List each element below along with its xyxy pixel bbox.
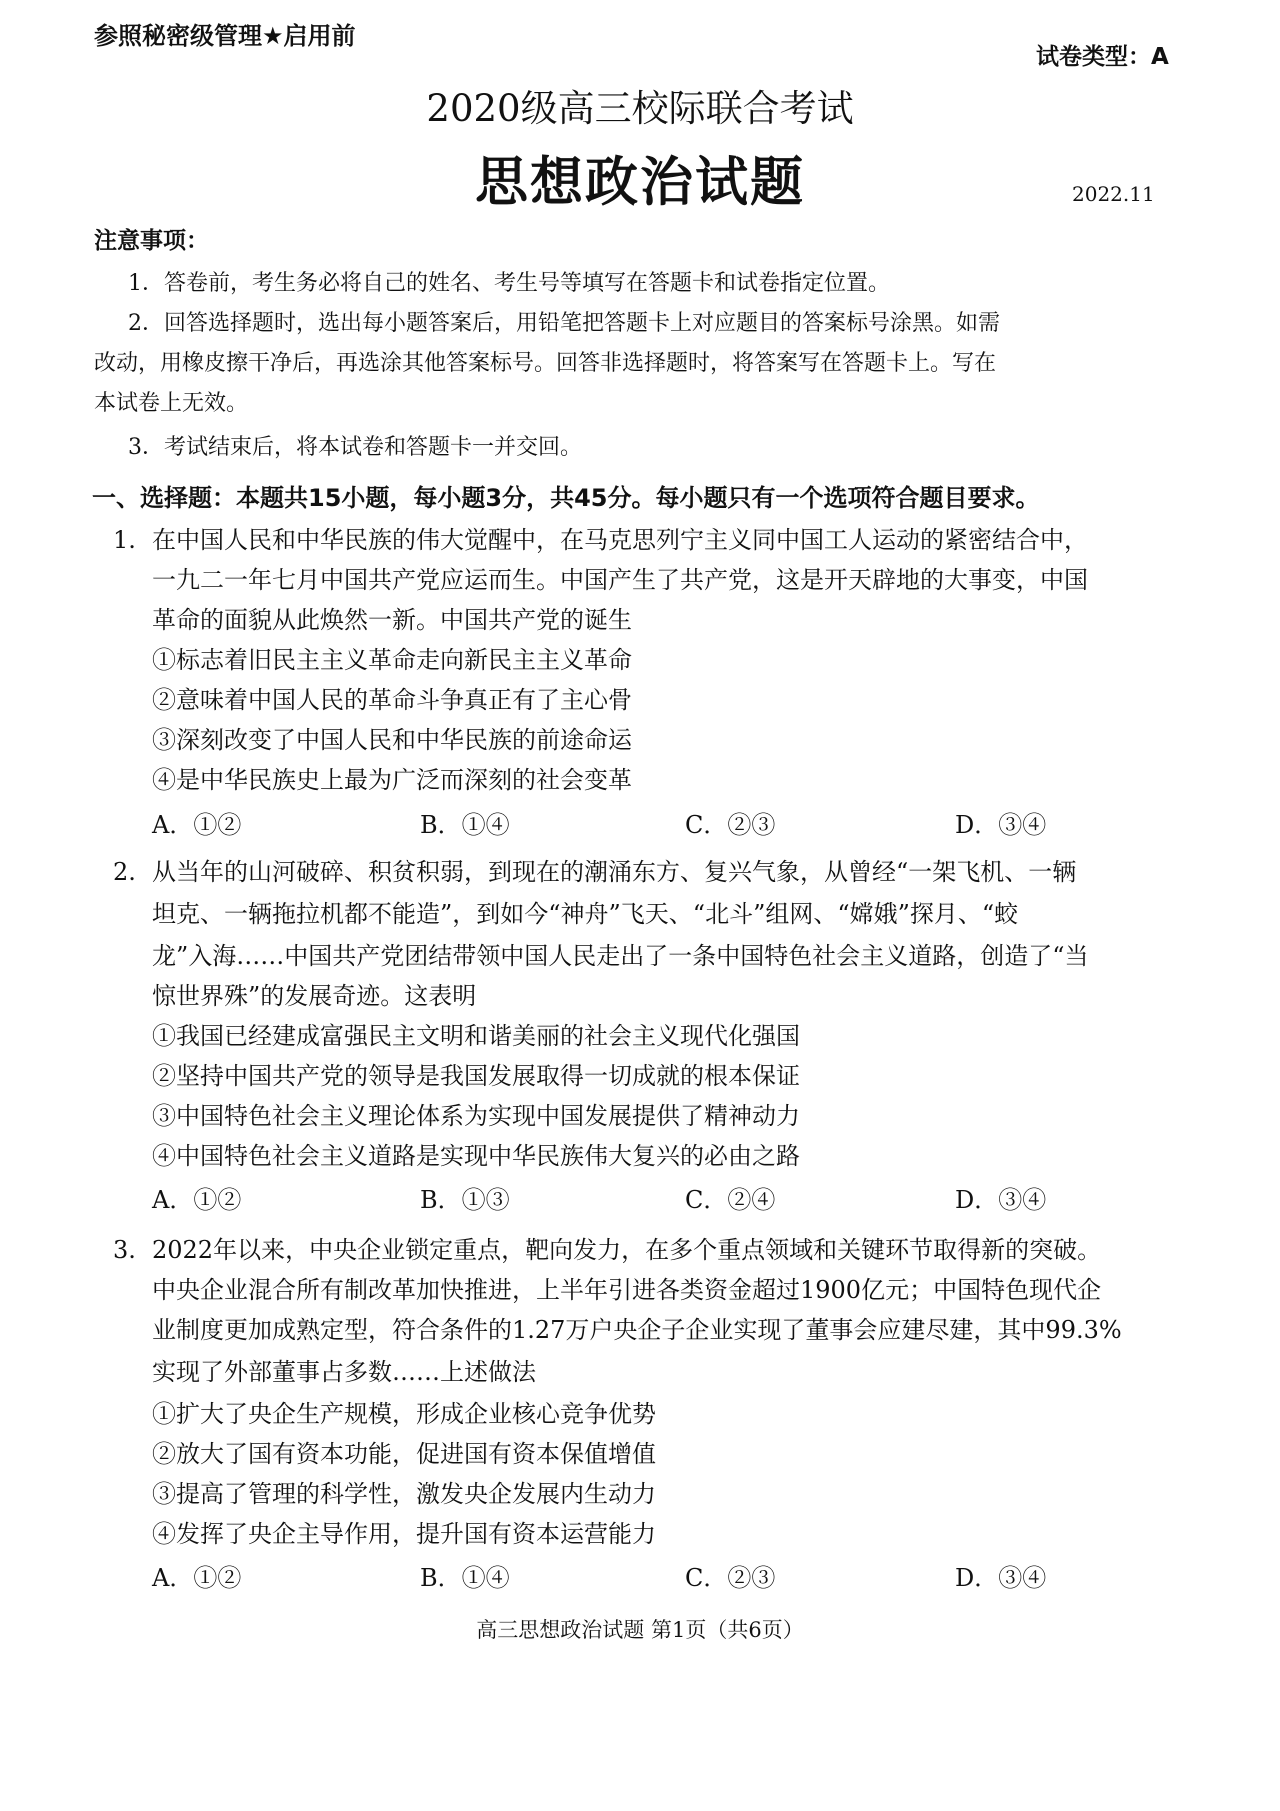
- question-3-stem-line: 业制度更加成熟定型，符合条件的1.27万户央企子企业实现了董事会应建尽建，其中99.3%: [152, 1316, 1122, 1344]
- question-2-item: ④中国特色社会主义道路是实现中华民族伟大复兴的必由之路: [152, 1142, 800, 1170]
- exam-date: 2022.11: [1072, 182, 1155, 206]
- question-3-option-c: C．②③: [685, 1564, 776, 1592]
- notice-line: 本试卷上无效。: [94, 391, 249, 416]
- exam-title: 2020级高三校际联合考试: [426, 87, 854, 130]
- question-3-item: ④发挥了央企主导作用，提升国有资本运营能力: [152, 1520, 656, 1548]
- question-1-item: ①标志着旧民主主义革命走向新民主主义革命: [152, 646, 632, 674]
- question-2-option-a: A．①②: [152, 1186, 242, 1214]
- notice-heading: 注意事项：: [94, 228, 209, 254]
- question-2-stem-line: 2. 从当年的山河破碎、积贫积弱，到现在的潮涌东方、复兴气象，从曾经“一架飞机、一辆: [113, 858, 1077, 886]
- question-1-option-c: C．②③: [685, 811, 776, 839]
- question-number: 3.: [113, 1236, 136, 1264]
- notice-line: 2．回答选择题时，选出每小题答案后，用铅笔把答题卡上对应题目的答案标号涂黑。如需: [128, 311, 1001, 336]
- question-1-stem-line: 1. 在中国人民和中华民族的伟大觉醒中，在马克思列宁主义同中国工人运动的紧密结合中，: [113, 526, 1088, 554]
- question-2-option-c: C．②④: [685, 1186, 776, 1214]
- question-2-item: ②坚持中国共产党的领导是我国发展取得一切成就的根本保证: [152, 1062, 800, 1090]
- question-3-stem-line: 中央企业混合所有制改革加快推进，上半年引进各类资金超过1900亿元；中国特色现代企: [152, 1276, 1102, 1304]
- question-1-option-a: A．①②: [152, 811, 242, 839]
- confidentiality-label: 参照秘密级管理★启用前: [94, 22, 356, 50]
- question-2-option-b: B．①③: [420, 1186, 510, 1214]
- question-2-stem-line: 惊世界殊”的发展奇迹。这表明: [152, 982, 477, 1010]
- question-3-item: ③提高了管理的科学性，激发央企发展内生动力: [152, 1480, 656, 1508]
- question-1-option-d: D．③④: [955, 811, 1047, 839]
- question-3-item: ②放大了国有资本功能，促进国有资本保值增值: [152, 1440, 656, 1468]
- question-3-option-b: B．①④: [420, 1564, 510, 1592]
- subject-title: 思想政治试题: [475, 151, 805, 213]
- question-1-stem-line: 革命的面貌从此焕然一新。中国共产党的诞生: [152, 606, 632, 634]
- section-heading: 一、选择题：本题共15小题，每小题3分，共45分。每小题只有一个选项符合题目要求。: [92, 484, 1040, 512]
- question-1-item: ②意味着中国人民的革命斗争真正有了主心骨: [152, 686, 632, 714]
- question-3-item: ①扩大了央企生产规模，形成企业核心竞争优势: [152, 1400, 656, 1428]
- question-2-stem-line: 龙”入海……中国共产党团结带领中国人民走出了一条中国特色社会主义道路，创造了“当: [152, 942, 1089, 970]
- question-3-option-d: D．③④: [955, 1564, 1047, 1592]
- question-3-stem-line: 实现了外部董事占多数……上述做法: [152, 1358, 536, 1386]
- question-1-option-b: B．①④: [420, 811, 510, 839]
- paper-type-label: 试卷类型：A: [1036, 44, 1169, 70]
- notice-line: 1．答卷前，考生务必将自己的姓名、考生号等填写在答题卡和试卷指定位置。: [128, 271, 890, 296]
- question-number: 2.: [113, 858, 136, 886]
- notice-line: 改动，用橡皮擦干净后，再选涂其他答案标号。回答非选择题时，将答案写在答题卡上。写在: [94, 351, 997, 376]
- page-footer: 高三思想政治试题 第1页（共6页）: [476, 1618, 804, 1642]
- question-2-stem-line: 坦克、一辆拖拉机都不能造”，到如今“神舟”飞天、“北斗”组网、“嫦娥”探月、“蛟: [152, 900, 1019, 928]
- notice-line: 3．考试结束后，将本试卷和答题卡一并交回。: [128, 435, 582, 460]
- question-2-item: ③中国特色社会主义理论体系为实现中国发展提供了精神动力: [152, 1102, 800, 1130]
- question-1-item: ④是中华民族史上最为广泛而深刻的社会变革: [152, 766, 632, 794]
- question-1-item: ③深刻改变了中国人民和中华民族的前途命运: [152, 726, 632, 754]
- question-1-stem-line: 一九二一年七月中国共产党应运而生。中国产生了共产党，这是开天辟地的大事变，中国: [152, 566, 1088, 594]
- question-2-item: ①我国已经建成富强民主文明和谐美丽的社会主义现代化强国: [152, 1022, 800, 1050]
- question-2-option-d: D．③④: [955, 1186, 1047, 1214]
- question-number: 1.: [113, 526, 136, 554]
- question-3-option-a: A．①②: [152, 1564, 242, 1592]
- question-3-stem-line: 3. 2022年以来，中央企业锁定重点，靶向发力，在多个重点领域和关键环节取得新的突破。: [113, 1236, 1102, 1264]
